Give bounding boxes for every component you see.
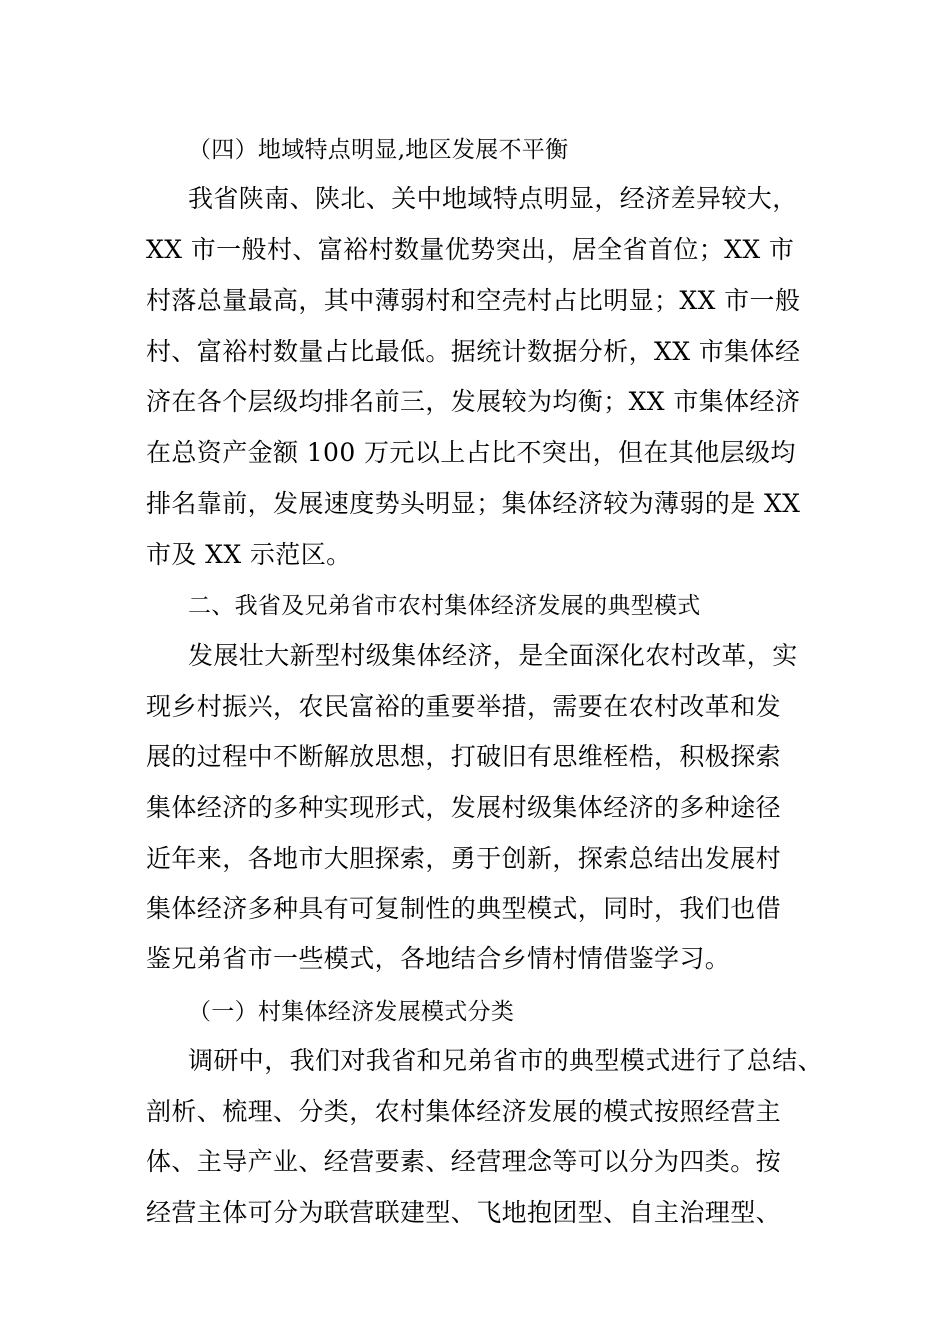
paragraph-line: 济在各个层级均排名前三，发展较为均衡；XX 市集体经济 bbox=[146, 387, 801, 416]
paragraph-line: 现乡村振兴，农民富裕的重要举措，需要在农村改革和发 bbox=[146, 692, 782, 721]
paragraph-line: 我省陕南、陕北、关中地域特点明显，经济差异较大， bbox=[188, 184, 798, 213]
paragraph-line: 展的过程中不断解放思想，打破旧有思维桎梏，积极探索 bbox=[146, 742, 782, 771]
paragraph-line: 集体经济的多种实现形式，发展村级集体经济的多种途径 bbox=[146, 793, 782, 822]
paragraph-line: 村落总量最高，其中薄弱村和空壳村占比明显；XX 市一般 bbox=[146, 286, 801, 315]
paragraph-line: 鉴兄弟省市一些模式，各地结合乡情村情借鉴学习。 bbox=[146, 944, 731, 973]
section-heading-4: （四）地域特点明显,地区发展不平衡 bbox=[188, 137, 569, 163]
paragraph-line: 剖析、梳理、分类，农村集体经济发展的模式按照经营主 bbox=[146, 1097, 782, 1126]
paragraph-line: 经营主体可分为联营联建型、飞地抱团型、自主治理型、 bbox=[146, 1198, 782, 1227]
section-heading-1: （一）村集体经济发展模式分类 bbox=[188, 999, 515, 1025]
paragraph-line: 体、主导产业、经营要素、经营理念等可以分为四类。按 bbox=[146, 1147, 782, 1176]
section-heading-2: 二、我省及兄弟省市农村集体经济发展的典型模式 bbox=[188, 593, 701, 619]
paragraph-line: 在总资产金额 100 万元以上占比不突出，但在其他层级均 bbox=[146, 438, 796, 467]
paragraph-line: 村、富裕村数量占比最低。据统计数据分析，XX 市集体经 bbox=[146, 337, 801, 366]
paragraph-line: 排名靠前，发展速度势头明显；集体经济较为薄弱的是 XX bbox=[146, 489, 801, 518]
paragraph-line: 发展壮大新型村级集体经济，是全面深化农村改革，实 bbox=[188, 641, 798, 670]
paragraph-line: 集体经济多种具有可复制性的典型模式，同时，我们也借 bbox=[146, 894, 782, 923]
paragraph-line: 市及 XX 示范区。 bbox=[146, 540, 352, 569]
paragraph-line: 近年来，各地市大胆探索，勇于创新，探索总结出发展村 bbox=[146, 844, 782, 873]
paragraph-line: 调研中，我们对我省和兄弟省市的典型模式进行了总结、 bbox=[188, 1046, 824, 1075]
paragraph-line: XX 市一般村、富裕村数量优势突出，居全省首位；XX 市 bbox=[146, 235, 795, 264]
